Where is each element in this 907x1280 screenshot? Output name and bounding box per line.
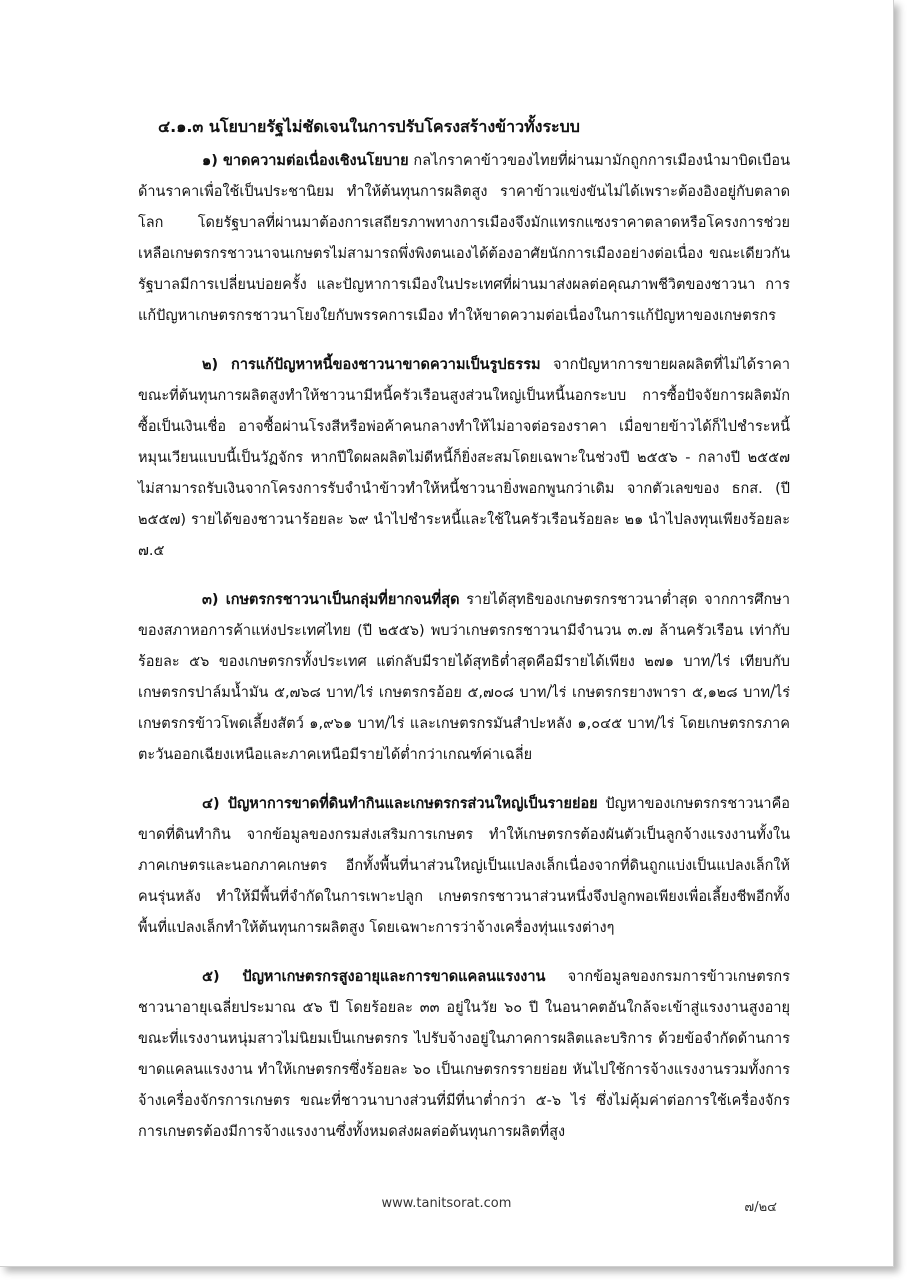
footer-page-number: ๗/๒๔ (744, 1200, 777, 1215)
paragraph-4-text: ปัญหาของเกษตรกรชาวนาคือขาดที่ดินทำกิน จากข้อมูลของกรมส่งเสริมการเกษตร ทำให้เกษตรกรต้องผันตัวเป็นลูกจ้างแรงงานทั้งในภาคเกษตรและนอกภาคเกษตร อีกทั้งพื้นที่นาส่วนใหญ่เป็นแปลงเล็กเนื่องจากที่ดินถูกแบ่งเป็นแปลงเล็กให้คนรุ่นหลัง ทำให้มีพื้นที่จำกัดในการเพาะปลูก เกษตรกรชาวนาส่วนหนึ่งจึงปลูกพอเพียงเพื่อเลี้ยงชีพอีกทั้งพื้นที่แปลงเล็กทำให้ต้นทุนการผลิตสูง โดยเฉพาะการว่าจ้างเครื่องทุ่นแรงต่างๆ (138, 796, 790, 936)
paragraph-5 (138, 962, 790, 1148)
page-content (138, 112, 790, 1166)
paragraph-4 (138, 789, 790, 944)
paragraph-5-lead: ๕) ปัญหาเกษตรกรสูงอายุและการขาดแคลนแรงงาน (202, 969, 546, 985)
section-heading: ๔.๑.๓ นโยบายรัฐไม่ชัดเจนในการปรับโครงสร้างข้าวทั้งระบบ (158, 117, 580, 136)
paragraph-2-text: จากปัญหาการขายผลผลิตที่ไม่ได้ราคาขณะที่ต้นทุนการผลิตสูงทำให้ชาวนามีหนี้ครัวเรือนสูงส่วนใหญ่เป็นหนี้นอกระบบ การซื้อปัจจัยการผลิตมักซื้อเป็นเงินเชื่อ อาจซื้อผ่านโรงสีหรือพ่อค้าคนกลางทำให้ไม่อาจต่อรองราคา เมื่อขายข้าวได้ก็ไปชำระหนี้หมุนเวียนแบบนี้เป็นวัฏจักร หากปีใดผลผลิตไม่ดีหนี้ก็ยิ่งสะสมโดยเฉพาะในช่วงปี ๒๕๕๖ - กลางปี ๒๕๕๗ ไม่สามารถรับเงินจากโครงการรับจำนำข้าวทำให้หนี้ชาวนายิ่งพอกพูนกว่าเดิม จากตัวเลขของ ธกส. (ปี ๒๕๕๗) รายได้ของชาวนาร้อยละ ๖๙ นำไปชำระหนี้และใช้ในครัวเรือนร้อยละ ๒๑ นำไปลงทุนเพียงร้อยละ ๗.๕ (138, 357, 790, 559)
paragraph-3-lead: ๓) เกษตรกรชาวนาเป็นกลุ่มที่ยากจนที่สุด (202, 592, 460, 608)
paragraph-1-text: กลไกราคาข้าวของไทยที่ผ่านมามักถูกการเมืองนำมาบิดเบือนด้านราคาเพื่อใช้เป็นประชานิยม ทำให้ต้นทุนการผลิตสูง ราคาข้าวแข่งขันไม่ได้เพราะต้องอิงอยู่กับตลาดโลก โดยรัฐบาลที่ผ่านมาต้องการเสถียรภาพทางการเมืองจึงมักแทรกแซงราคาตลาดหรือโครงการช่วยเหลือเกษตรกรชาวนาจนเกษตรไม่สามารถพึ่งพิงตนเองได้ต้องอาศัยนักการเมืองอย่างต่อเนื่อง ขณะเดียวกันรัฐบาลมีการเปลี่ยนบ่อยครั้ง และปัญหาการเมืองในประเทศที่ผ่านมาส่งผลต่อคุณภาพชีวิตของชาวนา การแก้ปัญหาเกษตรกรชาวนาโยงใยกับพรรคการเมือง ทำให้ขาดความต่อเนื่องในการแก้ปัญหาของเกษตรกร (138, 153, 791, 324)
paragraph-5-text: จากข้อมูลของกรมการข้าวเกษตรกรชาวนาอายุเฉลี่ยประมาณ ๕๖ ปี โดยร้อยละ ๓๓ อยู่ในวัย ๖๐ ปี ในอนาคตอันใกล้จะเข้าสู่แรงงานสูงอายุ ขณะที่แรงงานหนุ่มสาวไม่นิยมเป็นเกษตรกร ไปรับจ้างอยู่ในภาคการผลิตและบริการ ด้วยข้อจำกัดด้านการขาดแคลนแรงงาน ทำให้เกษตรกรซึ่งร้อยละ ๖๐ เป็นเกษตรกรรายย่อย หันไปใช้การจ้างแรงงานรวมทั้งการจ้างเครื่องจักรการเกษตร ขณะที่ชาวนาบางส่วนที่มีที่นาต่ำกว่า ๕-๖ ไร่ ซึ่งไม่คุ้มค่าต่อการใช้เครื่องจักรการเกษตรต้องมีการจ้างแรงงานซึ่งทั้งหมดส่งผลต่อต้นทุนการผลิตที่สูง (138, 969, 790, 1140)
paragraph-4-lead: ๔) ปัญหาการขาดที่ดินทำกินและเกษตรกรส่วนใหญ่เป็นรายย่อย (202, 796, 598, 812)
paragraph-1 (138, 146, 790, 332)
paragraph-1-lead: ๑) ขาดความต่อเนื่องเชิงนโยบาย (202, 153, 409, 169)
footer-website: www.tanitsorat.com (381, 1196, 512, 1211)
paragraph-2 (138, 350, 790, 567)
paragraph-3-text: รายได้สุทธิของเกษตรกรชาวนาต่ำสุด จากการศึกษาของสภาหอการค้าแห่งประเทศไทย (ปี ๒๕๕๖) พบว่าเกษตรกรชาวนามีจำนวน ๓.๗ ล้านครัวเรือน เท่ากับร้อยละ ๕๖ ของเกษตรกรทั้งประเทศ แต่กลับมีรายได้สุทธิต่ำสุดคือมีรายได้เพียง ๒๗๑ บาท/ไร่ เทียบกับเกษตรกรปาล์มน้ำมัน ๕,๗๖๘ บาท/ไร่ เกษตรกรอ้อย ๕,๗๐๘ บาท/ไร่ เกษตรกรยางพารา ๕,๑๒๘ บาท/ไร่ เกษตรกรข้าวโพดเลี้ยงสัตว์ ๑,๙๖๑ บาท/ไร่ และเกษตรกรมันสำปะหลัง ๑,๐๔๕ บาท/ไร่ โดยเกษตรกรภาคตะวันออกเฉียงเหนือและภาคเหนือมีรายได้ต่ำกว่าเกณฑ์ค่าเฉลี่ย (138, 592, 790, 763)
paragraph-3 (138, 585, 790, 771)
paragraph-2-lead: ๒) การแก้ปัญหาหนี้ของชาวนาขาดความเป็นรูปธรรม (202, 357, 541, 373)
